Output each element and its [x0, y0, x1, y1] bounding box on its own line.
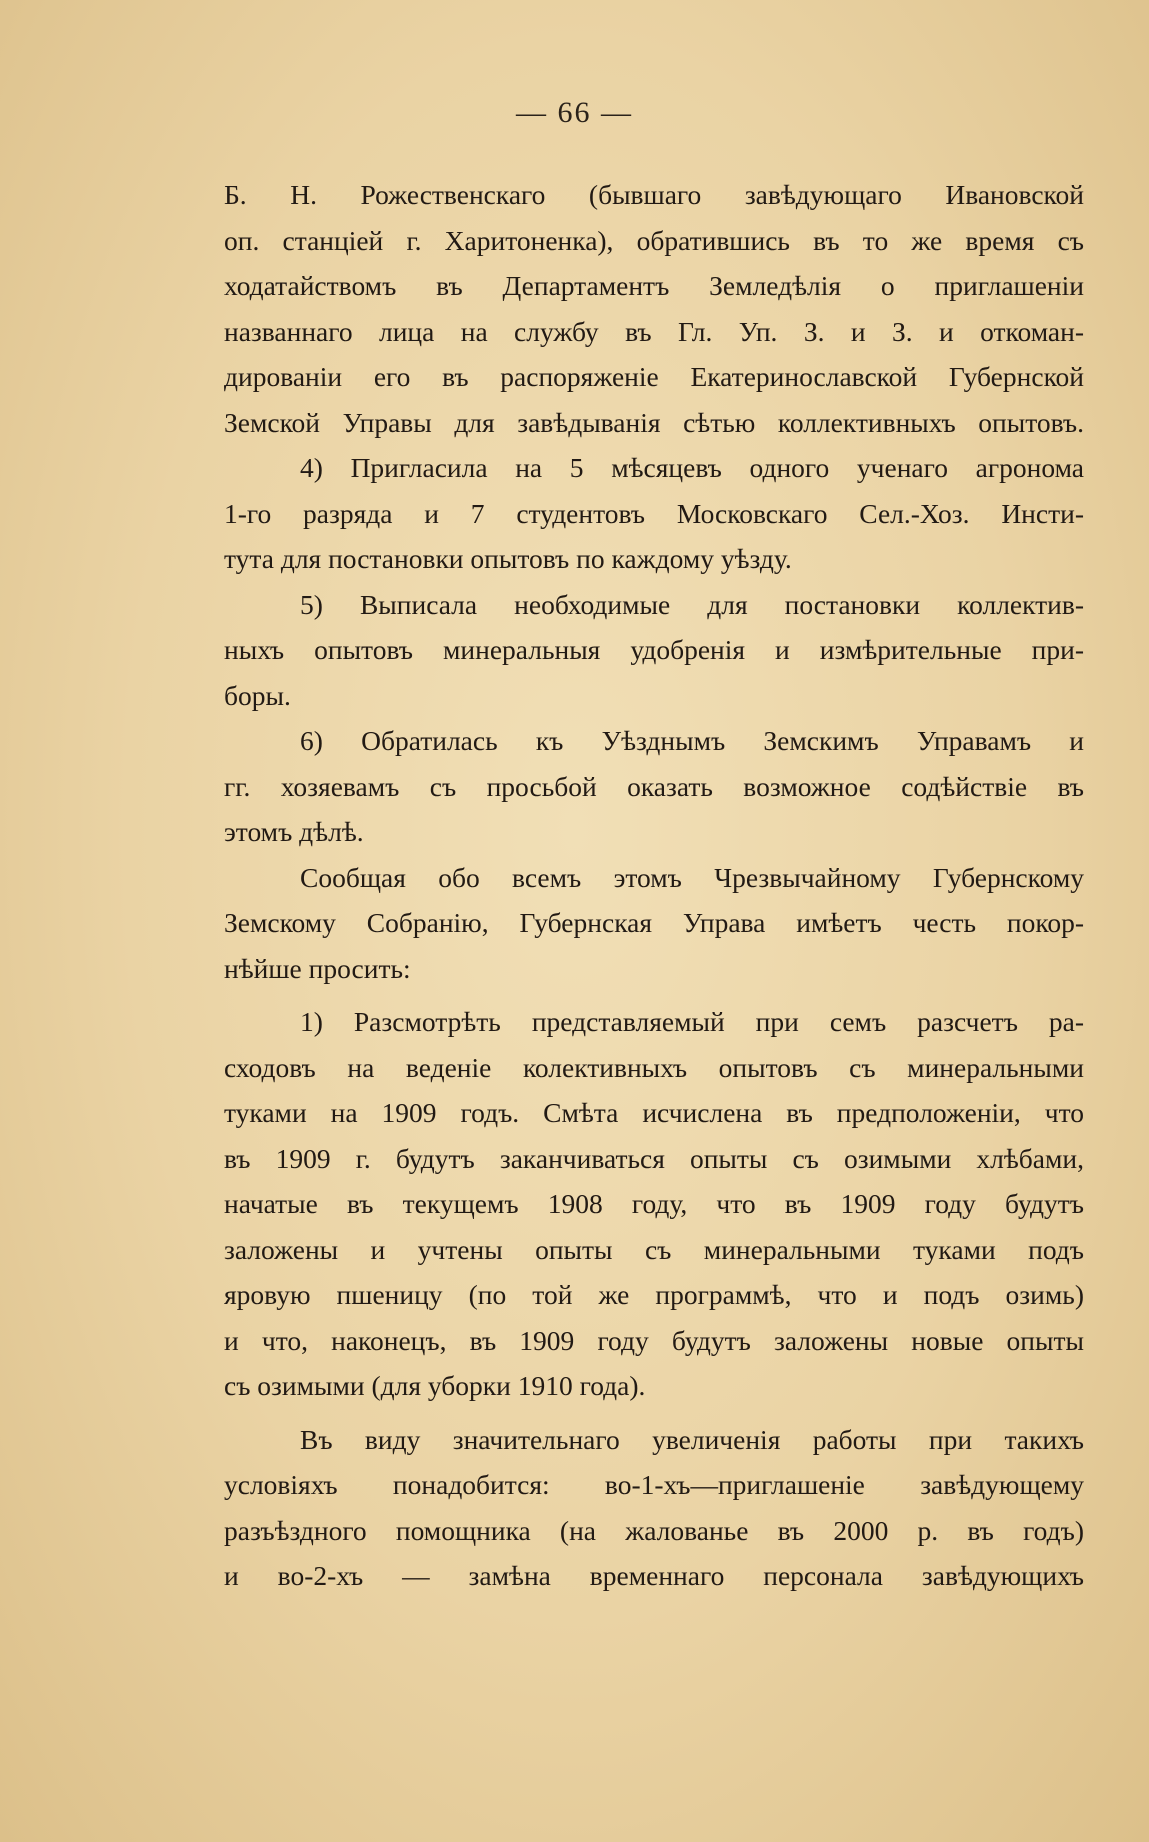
text-line: этомъ дѣлѣ.: [224, 816, 364, 847]
text-line: въ 1909 г. будутъ заканчиваться опыты съ озимыми хлѣбами,: [224, 1142, 1084, 1174]
body-text: [224, 172, 1084, 1599]
text-line: 4) Пригласила на 5 мѣсяцевъ одного ученаго агронома: [300, 452, 1084, 483]
text-line: начатые въ текущемъ 1908 году, что въ 1909 году будутъ: [224, 1188, 1084, 1219]
paragraph-request-item-1: [224, 999, 1084, 1409]
text-line: заложены и учтены опыты съ минеральными туками подъ: [224, 1233, 1084, 1265]
text-line: яровую пшеницу (по той же программѣ, что и подъ озимь): [224, 1279, 1084, 1310]
text-line: боры.: [224, 679, 291, 711]
text-line: тута для постановки опытовъ по каждому уѣзду.: [224, 543, 792, 574]
text-line: Земскому Собранію, Губернская Управа имѣетъ честь покор-: [224, 907, 1084, 938]
text-line: и во-2-хъ — замѣна временнаго персонала завѣдующихъ: [224, 1560, 1084, 1591]
paragraph-workload: [224, 1417, 1084, 1599]
text-line: названнаго лица на службу въ Гл. Уп. З. и З. и откоман-: [224, 315, 1084, 347]
text-line: ходатайствомъ въ Департаментъ Земледѣлія о приглашеніи: [224, 270, 1084, 301]
text-line: условіяхъ понадобится: во-1-хъ—приглашеніе завѣдующему: [224, 1469, 1084, 1500]
paragraph-item-6: [224, 718, 1084, 855]
paragraph-gap: [224, 1409, 1084, 1417]
text-line: гг. хозяевамъ съ просьбой оказать возможное содѣйствіе въ: [224, 770, 1084, 802]
text-line: Въ виду значительнаго увеличенія работы при такихъ: [300, 1423, 1084, 1455]
text-line: дированіи его въ распоряженіе Екатеринославской Губернской: [224, 361, 1084, 392]
text-line: Б. Н. Рожественскаго (бывшаго завѣдующаго Ивановской: [224, 179, 1084, 210]
paragraph-continuation: [224, 172, 1084, 445]
text-line: сходовъ на веденіе колективныхъ опытовъ съ минеральными: [224, 1051, 1084, 1083]
text-line: оп. станціей г. Харитоненка), обратившись въ то же время съ: [224, 224, 1084, 256]
text-line: 1) Разсмотрѣть представляемый при семъ разсчетъ ра-: [300, 1006, 1084, 1037]
paragraph-item-4: [224, 445, 1084, 582]
text-line: и что, наконецъ, въ 1909 году будутъ заложены новые опыты: [224, 1324, 1084, 1356]
text-line: туками на 1909 годъ. Смѣта исчислена въ предположеніи, что: [224, 1097, 1084, 1128]
text-line: ныхъ опытовъ минеральныя удобренія и измѣрительные при-: [224, 634, 1084, 665]
text-line: нѣйше просить:: [224, 952, 411, 984]
paragraph-item-5: [224, 582, 1084, 719]
paragraph-gap: [224, 991, 1084, 999]
paragraph-request-intro: [224, 855, 1084, 992]
text-line: разъѣздного помощника (на жалованье въ 2000 р. въ годъ): [224, 1514, 1084, 1546]
text-line: Сообщая обо всемъ этомъ Чрезвычайному Губернскому: [300, 861, 1084, 893]
page-number: — 66 —: [516, 96, 633, 129]
text-line: 6) Обратилась къ Уѣзднымъ Земскимъ Управамъ и: [300, 725, 1084, 756]
text-line: 1-го разряда и 7 студентовъ Московскаго Сел.-Хоз. Инсти-: [224, 497, 1084, 529]
text-line: съ озимыми (для уборки 1910 года).: [224, 1370, 646, 1401]
text-line: Земской Управы для завѣдыванія сѣтью коллективныхъ опытовъ.: [224, 406, 1084, 438]
text-line: 5) Выписала необходимые для постановки коллектив-: [300, 588, 1084, 620]
